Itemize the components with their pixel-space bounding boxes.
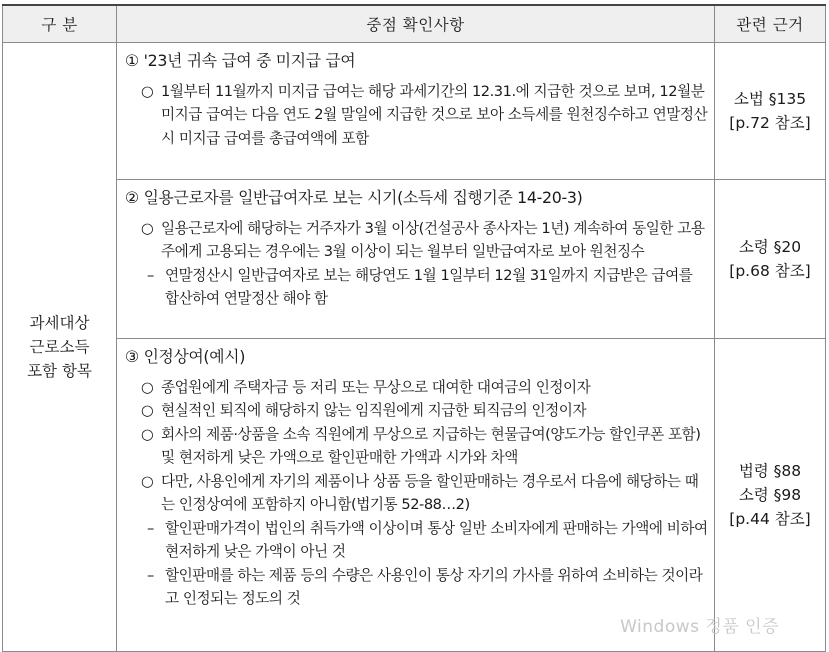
item-text: 1월부터 11월까지 미지급 급여는 해당 과세기간의 12.31.에 지급한 것으로 보며, 12월분 미지급 급여는 다음 연도 2월 말일에 지급한 것으로 보아 소득세를 원천징수하고 연말정산 시 미지급 급여를 총급여액에 포함 xyxy=(161,82,708,147)
category-line: 포함 항목 xyxy=(27,362,92,380)
category-line: 근로소득 xyxy=(29,338,90,356)
dash-bullet-icon: – xyxy=(147,266,154,284)
item-text: 다만, 사용인에게 자기의 제품이나 상품 등을 할인판매하는 경우로서 다음에 해당하는 때는 인정상여에 포함하지 아니함(법기통 52-88…2) xyxy=(161,472,699,513)
reference-line: [p.72 참조] xyxy=(729,114,811,132)
circle-bullet-icon: ○ xyxy=(141,82,154,100)
list-item xyxy=(125,399,708,423)
item-text: 연말정산시 일반급여자로 보는 해당연도 1월 1일부터 12월 31일까지 지급받은 급여를 합산하여 연말정산 해야 함 xyxy=(165,266,693,307)
item-text: 할인판매를 하는 제품 등의 수량은 사용인이 통상 자기의 가사를 위하여 소비하는 것이라고 인정되는 정도의 것 xyxy=(165,566,703,607)
list-item xyxy=(125,217,708,264)
list-item xyxy=(125,470,708,517)
reference-line: [p.68 참조] xyxy=(729,262,811,280)
list-item xyxy=(125,376,708,400)
header-legal-basis: 관련 근거 xyxy=(715,5,826,43)
circle-bullet-icon: ○ xyxy=(141,472,154,490)
checkpoint-cell xyxy=(117,339,715,652)
reference-cell xyxy=(715,180,826,339)
circle-bullet-icon: ○ xyxy=(141,219,154,237)
header-checkpoints: 중점 확인사항 xyxy=(117,5,715,43)
section-heading: ① '23년 귀속 급여 중 미지급 급여 xyxy=(125,51,356,70)
list-item xyxy=(125,517,708,564)
item-text: 현실적인 퇴직에 해당하지 않는 임직원에게 지급한 퇴직금의 인정이자 xyxy=(161,402,587,419)
list-item xyxy=(125,564,708,611)
table-row xyxy=(3,339,826,652)
item-text: 회사의 제품·상품을 소속 직원에게 무상으로 지급하는 현물급여(양도가능 할인쿠폰 포함) 및 현저하게 낮은 가액으로 할인판매한 가액과 시가와 차액 xyxy=(161,425,701,466)
category-line: 과세대상 xyxy=(29,314,90,332)
reference-cell xyxy=(715,43,826,180)
list-item xyxy=(125,80,708,151)
checkpoint-cell xyxy=(117,43,715,180)
checkpoint-cell xyxy=(117,180,715,339)
reference-cell xyxy=(715,339,826,652)
header-row xyxy=(3,5,826,43)
review-table xyxy=(2,4,826,652)
dash-bullet-icon: – xyxy=(147,519,154,537)
list-item xyxy=(125,423,708,470)
table-row xyxy=(3,43,826,180)
section-heading: ③ 인정상여(예시) xyxy=(125,347,246,366)
item-text: 할인판매가격이 법인의 취득가액 이상이며 통상 일반 소비자에게 판매하는 가액에 비하여 현저하게 낮은 가액이 아닌 것 xyxy=(165,519,708,560)
category-cell xyxy=(3,43,117,652)
circle-bullet-icon: ○ xyxy=(141,425,154,443)
reference-line: 소법 §135 xyxy=(733,90,807,108)
item-text: 일용근로자에 해당하는 거주자가 3월 이상(건설공사 종사자는 1년) 계속하여 동일한 고용주에게 고용되는 경우에는 3월 이상이 되는 월부터 일반급여자로 보아 원천징수 xyxy=(161,219,705,260)
list-item xyxy=(125,264,708,311)
reference-line: 소령 §20 xyxy=(738,238,802,256)
reference-line: 소령 §98 xyxy=(738,486,802,504)
reference-line: [p.44 참조] xyxy=(729,510,811,528)
dash-bullet-icon: – xyxy=(147,566,154,584)
windows-activation-watermark: Windows 정품 인증 xyxy=(620,617,779,637)
circle-bullet-icon: ○ xyxy=(141,378,154,396)
header-category: 구 분 xyxy=(3,5,117,43)
reference-line: 법령 §88 xyxy=(738,462,802,480)
table-row xyxy=(3,180,826,339)
section-heading: ② 일용근로자를 일반급여자로 보는 시기(소득세 집행기준 14-20-3) xyxy=(125,188,583,207)
circle-bullet-icon: ○ xyxy=(141,402,154,419)
item-text: 종업원에게 주택자금 등 저리 또는 무상으로 대여한 대여금의 인정이자 xyxy=(161,378,591,396)
